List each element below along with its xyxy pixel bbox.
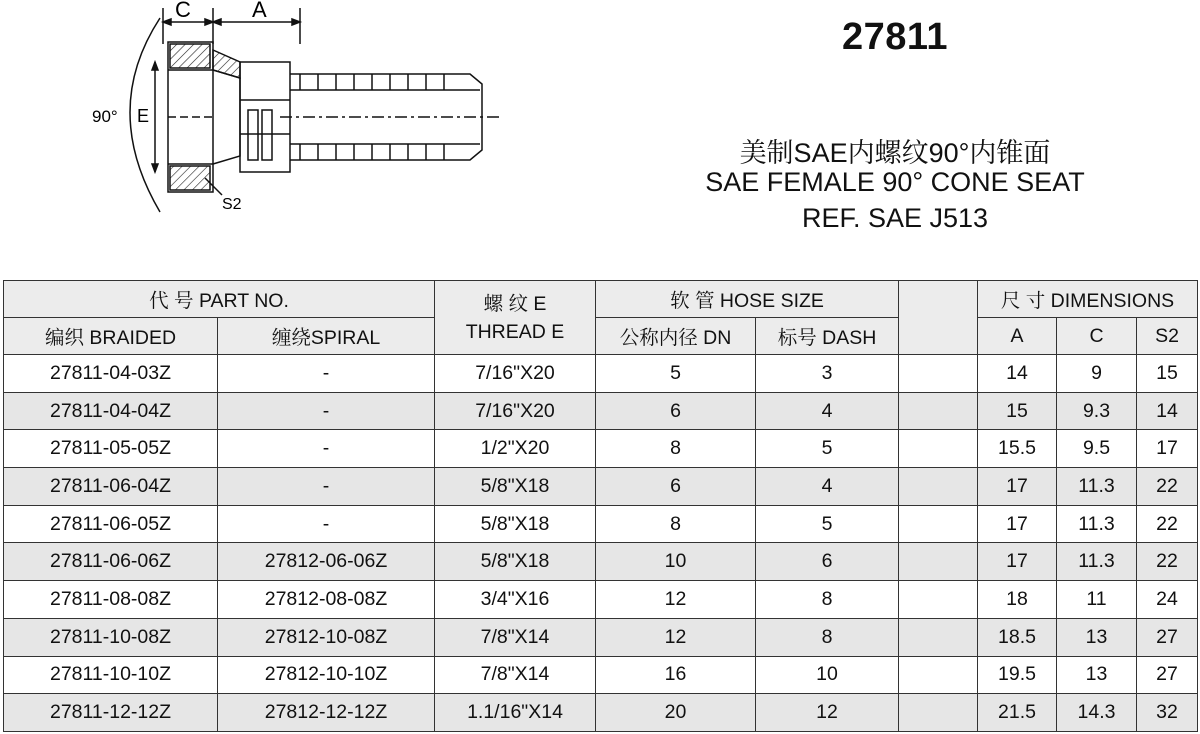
table-row xyxy=(4,581,1198,619)
cell-braided: 27811-12-12Z xyxy=(4,694,218,732)
header-dim-a: A xyxy=(978,318,1057,355)
part-number-title: 27811 xyxy=(841,16,949,58)
cell-blank xyxy=(899,656,978,694)
header-thread xyxy=(435,281,596,355)
cell-braided: 27811-05-05Z xyxy=(4,430,218,468)
cell-spiral: 27812-10-10Z xyxy=(218,656,435,694)
description-english: SAE FEMALE 90° CONE SEAT xyxy=(705,167,1085,197)
cell-dn: 12 xyxy=(596,618,756,656)
cell-dn: 20 xyxy=(596,694,756,732)
table-row xyxy=(4,505,1198,543)
cell-dn: 6 xyxy=(596,468,756,506)
cell-braided: 27811-08-08Z xyxy=(4,581,218,619)
cell-dash: 5 xyxy=(756,430,899,468)
cell-dn: 5 xyxy=(596,355,756,393)
cell-spiral: 27812-08-08Z xyxy=(218,581,435,619)
cell-dash: 4 xyxy=(756,468,899,506)
cell-dim-c: 11 xyxy=(1057,581,1137,619)
cell-spiral: - xyxy=(218,355,435,393)
cell-dim-s2: 22 xyxy=(1137,468,1198,506)
table-row xyxy=(4,656,1198,694)
header-part-no: 代 号 PART NO. xyxy=(4,281,435,318)
table-row xyxy=(4,543,1198,581)
cell-dim-c: 11.3 xyxy=(1057,468,1137,506)
cell-dim-a: 14 xyxy=(978,355,1057,393)
cell-dim-c: 14.3 xyxy=(1057,694,1137,732)
cell-braided: 27811-06-06Z xyxy=(4,543,218,581)
cell-dim-c: 11.3 xyxy=(1057,505,1137,543)
table-row xyxy=(4,468,1198,506)
cell-dim-a: 21.5 xyxy=(978,694,1057,732)
cell-dim-s2: 32 xyxy=(1137,694,1198,732)
cell-thread: 5/8"X18 xyxy=(435,468,596,506)
cell-dn: 16 xyxy=(596,656,756,694)
header-thread-en: THREAD E xyxy=(465,320,565,343)
cell-blank xyxy=(899,505,978,543)
table-row xyxy=(4,430,1198,468)
cell-braided: 27811-06-05Z xyxy=(4,505,218,543)
header-hose-size: 软 管 HOSE SIZE xyxy=(596,281,899,318)
header-blank xyxy=(899,281,978,355)
header-braided: 编织 BRAIDED xyxy=(4,318,218,355)
cell-thread: 5/8"X18 xyxy=(435,543,596,581)
cell-thread: 5/8"X18 xyxy=(435,505,596,543)
cell-dim-c: 9.5 xyxy=(1057,430,1137,468)
cell-blank xyxy=(899,355,978,393)
description-chinese: 美制SAE内螺纹90°内锥面 xyxy=(739,138,1051,168)
cell-blank xyxy=(899,694,978,732)
angle-label: 90° xyxy=(92,107,118,126)
cell-spiral: - xyxy=(218,505,435,543)
cell-dim-a: 17 xyxy=(978,505,1057,543)
header-dn: 公称内径 DN xyxy=(596,318,756,355)
table-row xyxy=(4,618,1198,656)
cell-thread: 7/8"X14 xyxy=(435,656,596,694)
header-spiral: 缠绕SPIRAL xyxy=(218,318,435,355)
specification-table xyxy=(3,280,1198,732)
cell-thread: 3/4"X16 xyxy=(435,581,596,619)
table-row xyxy=(4,392,1198,430)
cell-dn: 6 xyxy=(596,392,756,430)
header-dimensions: 尺 寸 DIMENSIONS xyxy=(978,281,1198,318)
cell-dash: 5 xyxy=(756,505,899,543)
cell-dim-s2: 22 xyxy=(1137,543,1198,581)
cell-thread: 1/2"X20 xyxy=(435,430,596,468)
header-dim-s2: S2 xyxy=(1137,318,1198,355)
cell-dim-a: 19.5 xyxy=(978,656,1057,694)
cell-braided: 27811-04-03Z xyxy=(4,355,218,393)
cell-dim-s2: 27 xyxy=(1137,656,1198,694)
cell-dash: 12 xyxy=(756,694,899,732)
cell-spiral: 27812-06-06Z xyxy=(218,543,435,581)
cell-dim-a: 15.5 xyxy=(978,430,1057,468)
table-row xyxy=(4,355,1198,393)
cell-dim-c: 13 xyxy=(1057,618,1137,656)
cell-dn: 10 xyxy=(596,543,756,581)
cell-braided: 27811-10-08Z xyxy=(4,618,218,656)
cell-spiral: 27812-12-12Z xyxy=(218,694,435,732)
cell-dim-a: 17 xyxy=(978,468,1057,506)
cell-spiral: - xyxy=(218,468,435,506)
cell-dim-a: 17 xyxy=(978,543,1057,581)
cell-thread: 7/16"X20 xyxy=(435,355,596,393)
table-row xyxy=(4,694,1198,732)
cell-dim-c: 9 xyxy=(1057,355,1137,393)
cell-dim-c: 13 xyxy=(1057,656,1137,694)
cell-blank xyxy=(899,430,978,468)
header-thread-cn: 螺 纹 E xyxy=(483,292,547,315)
dim-s2-label: S2 xyxy=(222,196,242,213)
cell-blank xyxy=(899,581,978,619)
cell-dash: 10 xyxy=(756,656,899,694)
cell-dash: 6 xyxy=(756,543,899,581)
cell-dim-a: 15 xyxy=(978,392,1057,430)
cell-spiral: - xyxy=(218,392,435,430)
cell-braided: 27811-10-10Z xyxy=(4,656,218,694)
cell-blank xyxy=(899,392,978,430)
fitting-drawing xyxy=(0,0,520,250)
cell-dash: 8 xyxy=(756,618,899,656)
cell-dn: 8 xyxy=(596,430,756,468)
cell-blank xyxy=(899,618,978,656)
cell-dim-s2: 14 xyxy=(1137,392,1198,430)
cell-dn: 12 xyxy=(596,581,756,619)
standard-reference: REF. SAE J513 xyxy=(801,203,989,233)
cell-dash: 3 xyxy=(756,355,899,393)
cell-dim-c: 11.3 xyxy=(1057,543,1137,581)
cell-dim-a: 18 xyxy=(978,581,1057,619)
dim-c-label: C xyxy=(175,0,191,22)
cell-dim-s2: 27 xyxy=(1137,618,1198,656)
cell-dim-s2: 15 xyxy=(1137,355,1198,393)
cell-blank xyxy=(899,468,978,506)
cell-blank xyxy=(899,543,978,581)
cell-dn: 8 xyxy=(596,505,756,543)
cell-thread: 1.1/16"X14 xyxy=(435,694,596,732)
cell-braided: 27811-06-04Z xyxy=(4,468,218,506)
cell-spiral: - xyxy=(218,430,435,468)
cell-thread: 7/16"X20 xyxy=(435,392,596,430)
dim-a-label: A xyxy=(252,0,267,22)
cell-dim-s2: 17 xyxy=(1137,430,1198,468)
cell-dim-s2: 24 xyxy=(1137,581,1198,619)
cell-dim-s2: 22 xyxy=(1137,505,1198,543)
cell-dim-a: 18.5 xyxy=(978,618,1057,656)
cell-dash: 4 xyxy=(756,392,899,430)
header-dash: 标号 DASH xyxy=(756,318,899,355)
dim-e-label: E xyxy=(137,106,150,126)
cell-dim-c: 9.3 xyxy=(1057,392,1137,430)
cell-spiral: 27812-10-08Z xyxy=(218,618,435,656)
cell-dash: 8 xyxy=(756,581,899,619)
cell-braided: 27811-04-04Z xyxy=(4,392,218,430)
header-dim-c: C xyxy=(1057,318,1137,355)
cell-thread: 7/8"X14 xyxy=(435,618,596,656)
